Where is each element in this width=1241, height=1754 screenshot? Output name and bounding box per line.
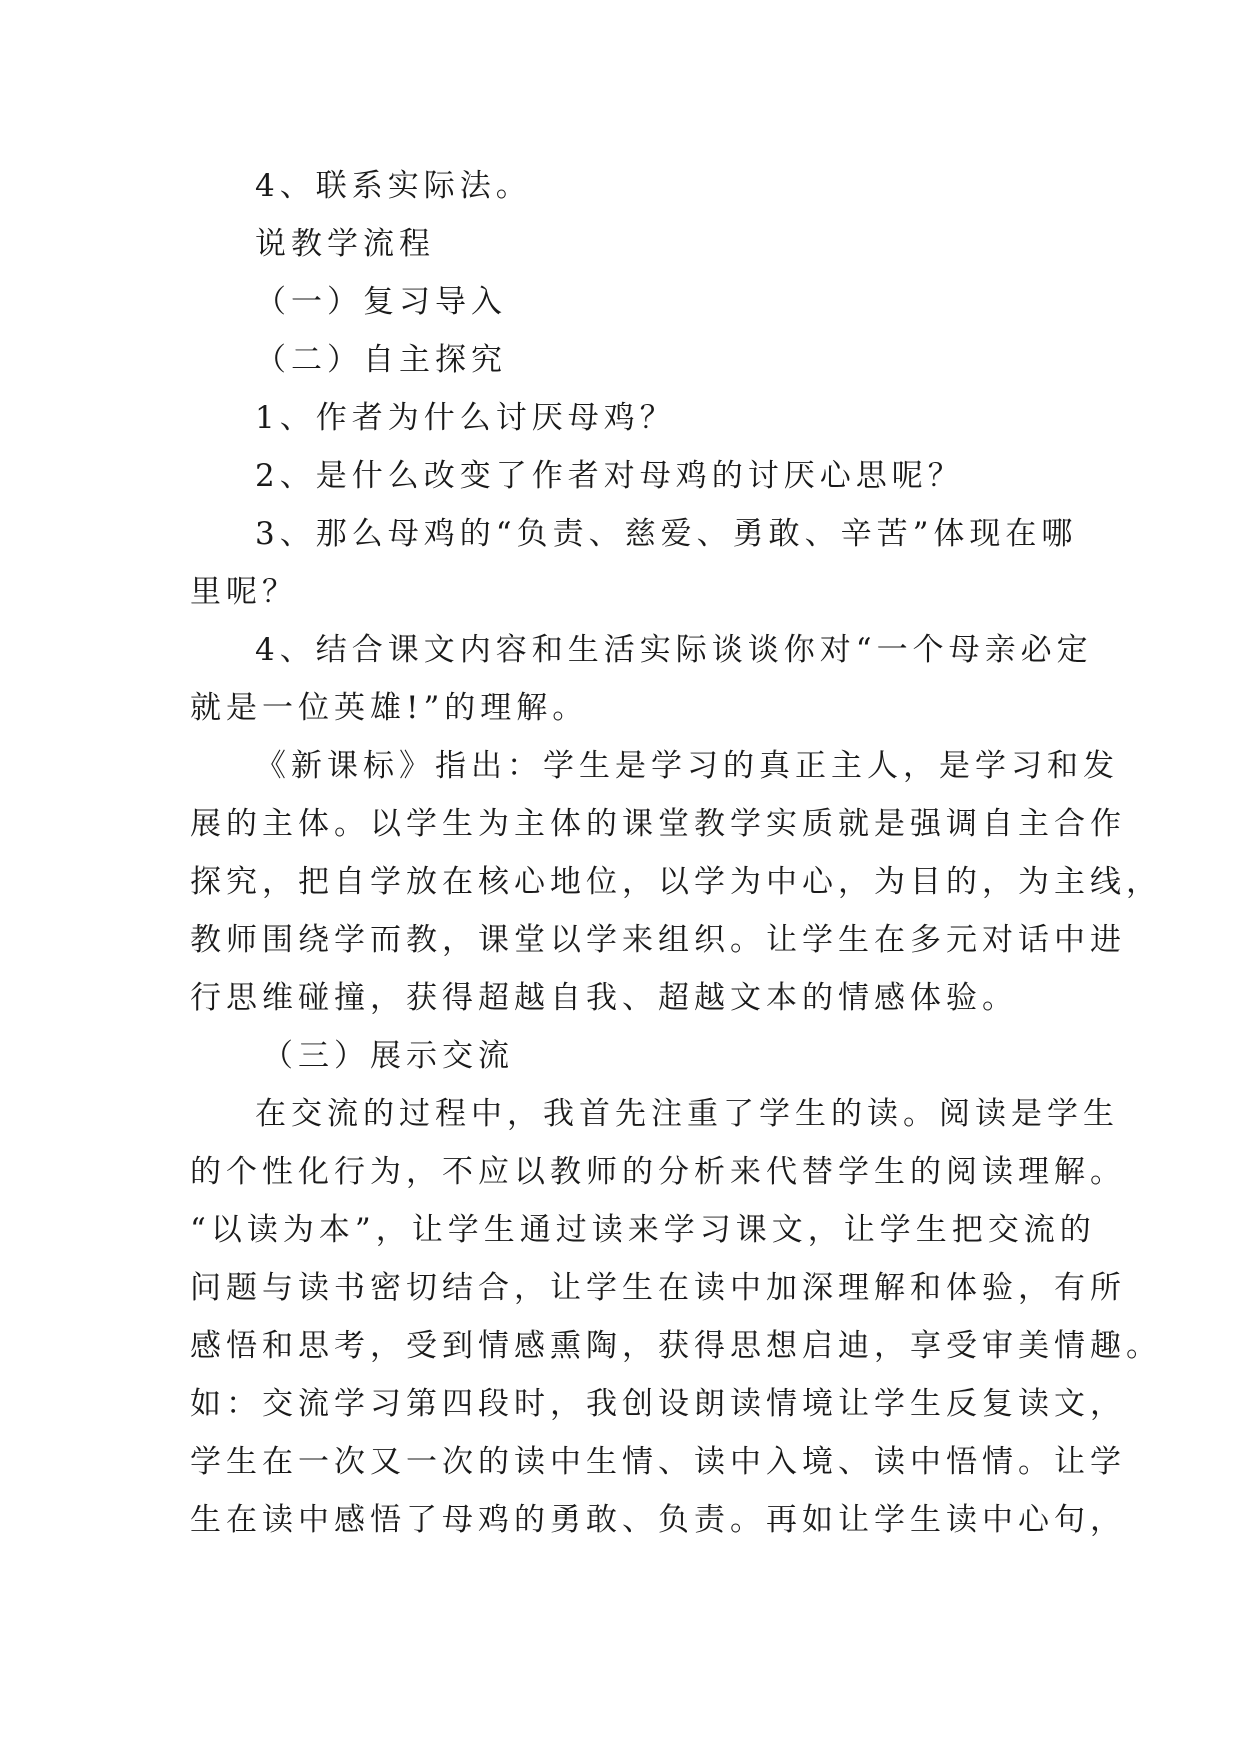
question-3-line-2: 里呢？ [190,574,298,610]
text-line-method-4: 4、联系实际法。 [255,168,532,204]
question-2: 2、是什么改变了作者对母鸡的讨厌心思呢？ [255,458,964,494]
question-3-line-1: 3、那么母鸡的“负责、慈爱、勇敢、辛苦”体现在哪 [255,516,1078,552]
heading-review-intro: （一）复习导入 [255,284,507,320]
paragraph-standard-line-4: 教师围绕学而教，课堂以学来组织。让学生在多元对话中进 [190,922,1126,958]
question-4-line-1: 4、结合课文内容和生活实际谈谈你对“一个母亲必定 [255,632,1093,668]
question-1: 1、作者为什么讨厌母鸡？ [255,400,676,436]
paragraph-reading-line-2: 的个性化行为，不应以教师的分析来代替学生的阅读理解。 [190,1154,1126,1190]
heading-self-explore: （二）自主探究 [255,342,507,378]
heading-show-exchange: （三）展示交流 [262,1038,514,1074]
paragraph-reading-line-5: 感悟和思考，受到情感熏陶，获得思想启迪，享受审美情趣。 [190,1328,1162,1364]
paragraph-standard-line-2: 展的主体。以学生为主体的课堂教学实质就是强调自主合作 [190,806,1126,842]
paragraph-reading-line-8: 生在读中感悟了母鸡的勇敢、负责。再如让学生读中心句， [190,1502,1126,1538]
paragraph-standard-line-1: 《新课标》指出：学生是学习的真正主人，是学习和发 [255,748,1119,784]
paragraph-reading-line-3: “以读为本”，让学生通过读来学习课文，让学生把交流的 [190,1212,1096,1248]
paragraph-reading-line-6: 如：交流学习第四段时，我创设朗读情境让学生反复读文， [190,1386,1126,1422]
question-4-line-2: 就是一位英雄!”的理解。 [190,690,589,726]
paragraph-reading-line-1: 在交流的过程中，我首先注重了学生的读。阅读是学生 [255,1096,1119,1132]
paragraph-standard-line-5: 行思维碰撞，获得超越自我、超越文本的情感体验。 [190,980,1018,1016]
paragraph-reading-line-4: 问题与读书密切结合，让学生在读中加深理解和体验，有所 [190,1270,1126,1306]
paragraph-reading-line-7: 学生在一次又一次的读中生情、读中入境、读中悟情。让学 [190,1444,1126,1480]
paragraph-standard-line-3: 探究，把自学放在核心地位，以学为中心，为目的，为主线， [190,864,1162,900]
heading-teaching-process: 说教学流程 [255,226,435,262]
